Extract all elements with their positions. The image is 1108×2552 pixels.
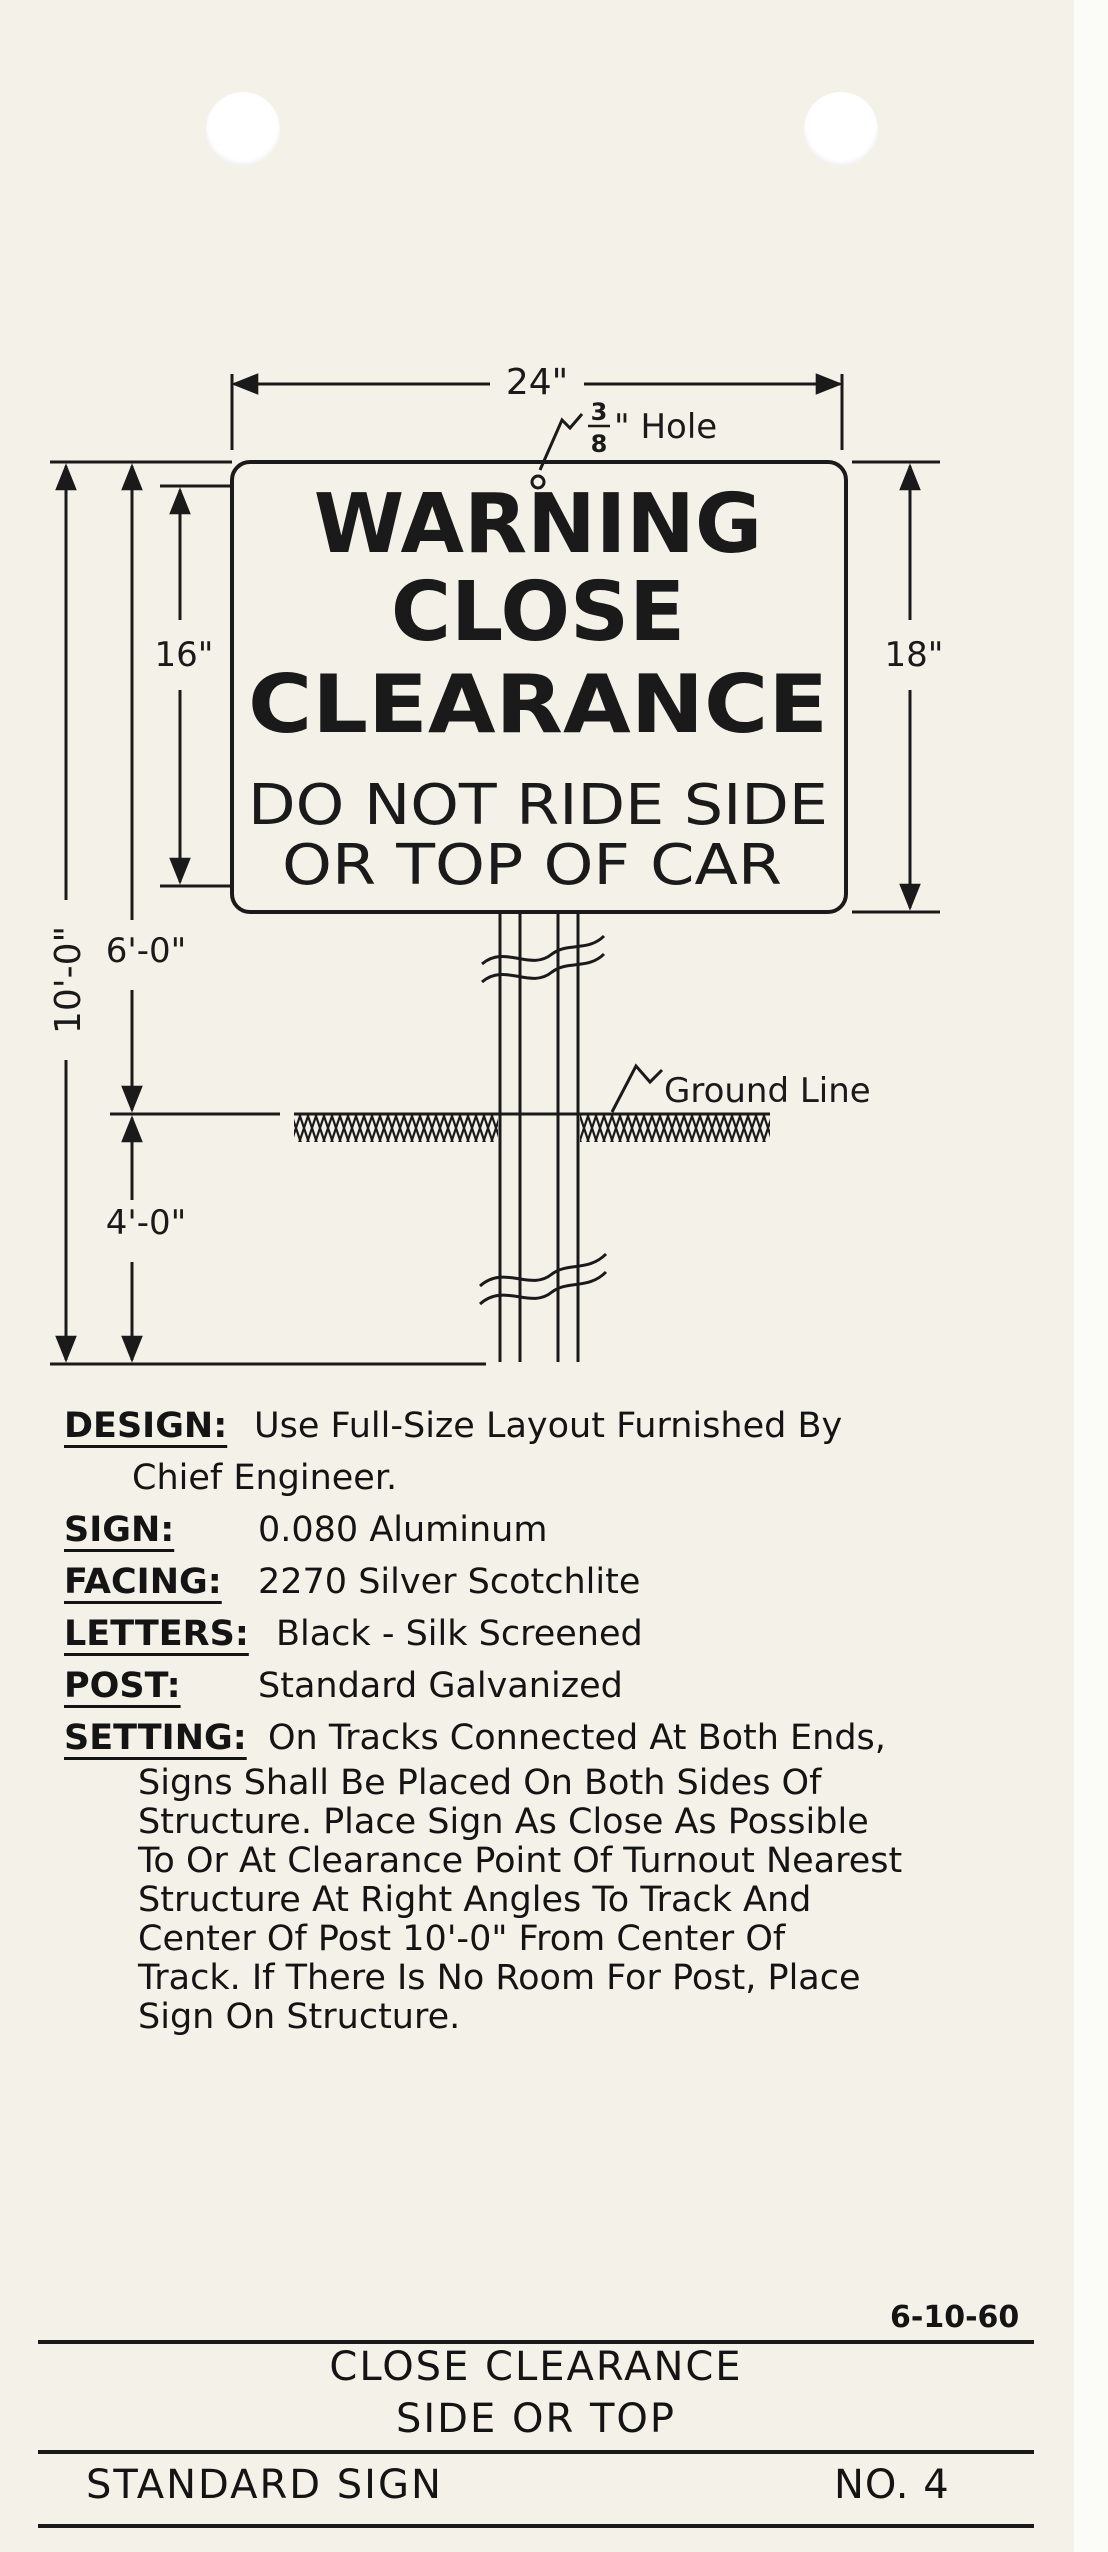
title-line-2: SIDE OR TOP	[395, 2396, 676, 2442]
ground-line-label: Ground Line	[664, 1071, 871, 1111]
spec-letters	[64, 1608, 1044, 1660]
spec-design-cont	[64, 1452, 1044, 1504]
dim-16: 16"	[154, 635, 214, 675]
title-block-rule	[38, 2450, 1034, 2454]
revision-date: 6-10-60	[890, 2300, 1020, 2335]
spec-value: Use Full-Size Layout Furnished By	[254, 1406, 843, 1446]
sign-line-3: CLEARANCE	[248, 658, 828, 751]
dim-4: 4'-0"	[105, 1203, 187, 1243]
hole-label: " Hole	[614, 407, 718, 447]
spec-label: DESIGN:	[64, 1406, 228, 1446]
dim-6: 6'-0"	[105, 931, 187, 971]
spec-sign	[64, 1504, 1044, 1556]
spec-setting	[64, 1712, 1044, 2037]
spec-value: Black - Silk Screened	[276, 1614, 643, 1654]
sign-line-5: OR TOP OF CAR	[282, 833, 782, 898]
setting-paragraph	[138, 1764, 1088, 2037]
spec-design	[64, 1400, 1044, 1452]
spec-value: 2270 Silver Scotchlite	[258, 1562, 641, 1602]
sign-line-4: DO NOT RIDE SIDE	[248, 773, 828, 838]
sign-line-1: WARNING	[313, 477, 763, 572]
spec-label: SETTING:	[64, 1718, 247, 1758]
spec-label: LETTERS:	[64, 1614, 249, 1654]
spec-value: Chief Engineer.	[132, 1458, 398, 1498]
spec-value: 0.080 Aluminum	[258, 1510, 548, 1550]
sign-line-2: CLOSE	[390, 565, 686, 660]
setting-line: Track. If There Is No Room For Post, Place	[138, 1958, 861, 1998]
spec-label: POST:	[64, 1666, 181, 1706]
setting-line: Structure At Right Angles To Track And	[138, 1880, 812, 1920]
hole-fraction-num: 3	[590, 398, 608, 426]
spec-post	[64, 1660, 1044, 1712]
hole-callout	[588, 398, 717, 458]
hole-fraction-den: 8	[590, 430, 608, 458]
setting-line: Signs Shall Be Placed On Both Sides Of	[138, 1763, 822, 1803]
spec-label: SIGN:	[64, 1510, 175, 1550]
setting-line: Structure. Place Sign As Close As Possible	[138, 1802, 869, 1842]
setting-line: Sign On Structure.	[138, 1997, 461, 2037]
width-dimension: 24"	[505, 362, 569, 403]
title-block-rule	[38, 2524, 1034, 2528]
spec-facing	[64, 1556, 1044, 1608]
dim-18: 18"	[884, 635, 944, 675]
spec-list	[64, 1400, 1044, 2037]
setting-line: To Or At Clearance Point Of Turnout Nearest	[138, 1841, 903, 1881]
spec-label: FACING:	[64, 1562, 222, 1602]
sign-number: NO. 4	[834, 2462, 950, 2508]
spec-value: On Tracks Connected At Both Ends,	[268, 1718, 886, 1758]
dim-10: 10'-0"	[48, 925, 89, 1035]
title-line-1: CLOSE CLEARANCE	[329, 2344, 743, 2390]
setting-line: Center Of Post 10'-0" From Center Of	[138, 1919, 786, 1959]
spec-value: Standard Galvanized	[258, 1666, 623, 1706]
standard-sign-label: STANDARD SIGN	[86, 2462, 443, 2508]
